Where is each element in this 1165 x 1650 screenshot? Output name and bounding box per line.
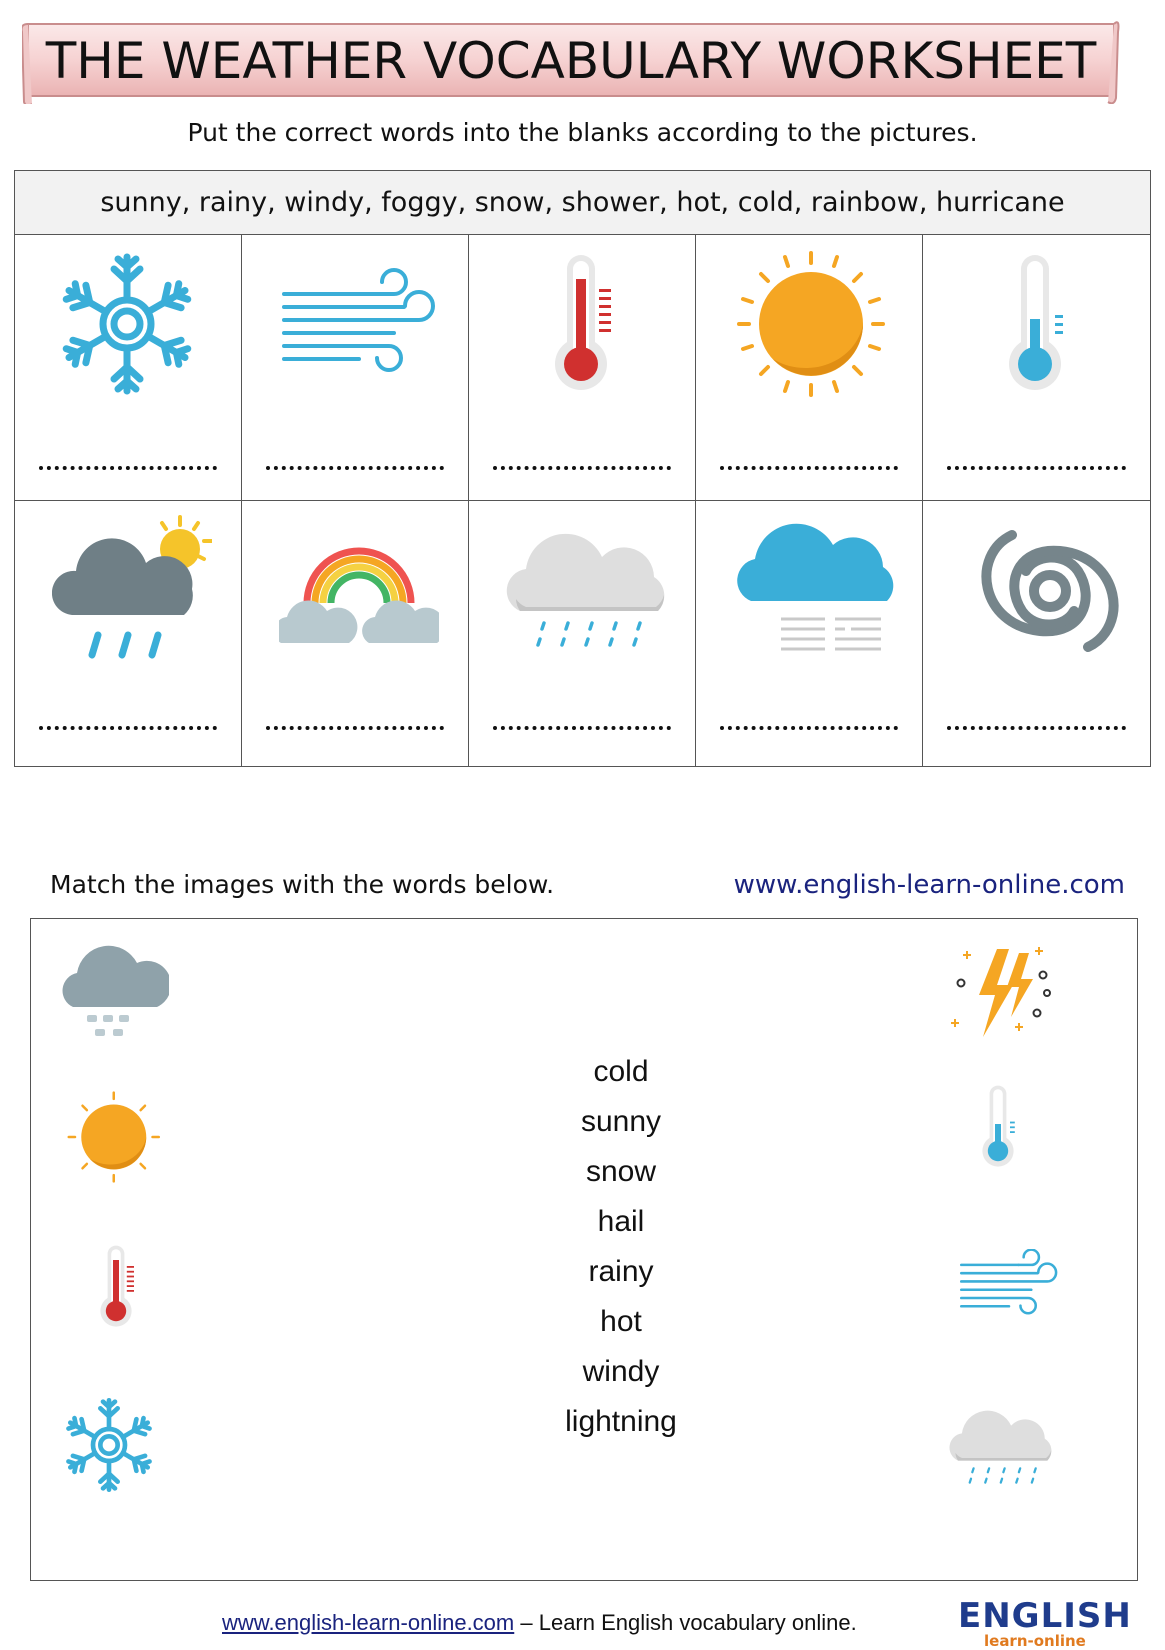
match-word: lightning	[565, 1405, 677, 1438]
footer	[222, 1610, 857, 1636]
answer-blank[interactable]	[266, 721, 444, 730]
logo-sub-text: learn-online	[984, 1632, 1086, 1650]
matching-instruction: Match the images with the words below.	[50, 870, 555, 899]
rain-cloud-icon	[506, 515, 676, 665]
answer-blank[interactable]	[493, 721, 671, 730]
footer-dash: –	[514, 1610, 539, 1635]
grid-cell-1	[15, 235, 242, 501]
match-word: windy	[582, 1355, 660, 1388]
answer-blank[interactable]	[720, 721, 898, 730]
snowflake-icon	[59, 1395, 159, 1495]
grid-cell-7	[242, 501, 469, 767]
matching-word-list	[471, 1047, 771, 1447]
hot-thermometer-icon	[506, 249, 656, 399]
grid-cell-2	[242, 235, 469, 501]
answer-blank[interactable]	[720, 461, 898, 470]
answer-blank[interactable]	[947, 721, 1126, 730]
picture-grid	[14, 235, 1151, 767]
site-logo[interactable]	[958, 1596, 1132, 1650]
grid-cell-4	[696, 235, 923, 501]
logo-main-text: ENGLISH	[958, 1596, 1132, 1636]
hail-cloud-icon	[59, 933, 169, 1043]
match-word: hail	[597, 1205, 645, 1238]
shower-icon	[52, 515, 212, 665]
grid-cell-5	[923, 235, 1150, 501]
answer-blank[interactable]	[266, 461, 444, 470]
answer-blank[interactable]	[39, 461, 217, 470]
answer-blank[interactable]	[947, 461, 1126, 470]
snowflake-icon	[52, 249, 202, 399]
grid-cell-6	[15, 501, 242, 767]
rainbow-icon	[279, 515, 439, 665]
sun-icon	[65, 1087, 165, 1187]
hurricane-icon	[960, 515, 1130, 665]
answer-blank[interactable]	[39, 721, 217, 730]
lightning-icon	[949, 943, 1059, 1043]
match-word: cold	[593, 1055, 649, 1088]
matching-box	[30, 918, 1138, 1581]
page-title: THE WEATHER VOCABULARY WORKSHEET	[45, 32, 1097, 90]
rain-cloud-icon	[949, 1397, 1059, 1497]
wind-icon	[949, 1249, 1069, 1319]
match-word: rainy	[588, 1255, 654, 1288]
website-link[interactable]: www.english-learn-online.com	[733, 870, 1125, 900]
title-banner	[22, 18, 1120, 104]
cold-thermometer-icon	[960, 249, 1110, 399]
footer-text: Learn English vocabulary online.	[538, 1610, 857, 1635]
match-word: snow	[585, 1155, 657, 1188]
grid-cell-10	[923, 501, 1150, 767]
footer-link[interactable]: www.english-learn-online.com	[222, 1610, 515, 1635]
match-word: sunny	[580, 1105, 662, 1138]
word-bank: sunny, rainy, windy, foggy, snow, shower, hot, cold, rainbow, hurricane	[14, 170, 1151, 235]
match-word: hot	[600, 1305, 642, 1338]
grid-cell-9	[696, 501, 923, 767]
sun-icon	[733, 249, 893, 399]
fog-icon	[733, 515, 903, 665]
hot-thermometer-icon	[71, 1237, 161, 1337]
grid-cell-3	[469, 235, 696, 501]
cold-thermometer-icon	[953, 1077, 1043, 1177]
grid-cell-8	[469, 501, 696, 767]
fill-blanks-instruction: Put the correct words into the blanks according to the pictures.	[187, 118, 978, 147]
wind-icon	[279, 249, 439, 399]
answer-blank[interactable]	[493, 461, 671, 470]
